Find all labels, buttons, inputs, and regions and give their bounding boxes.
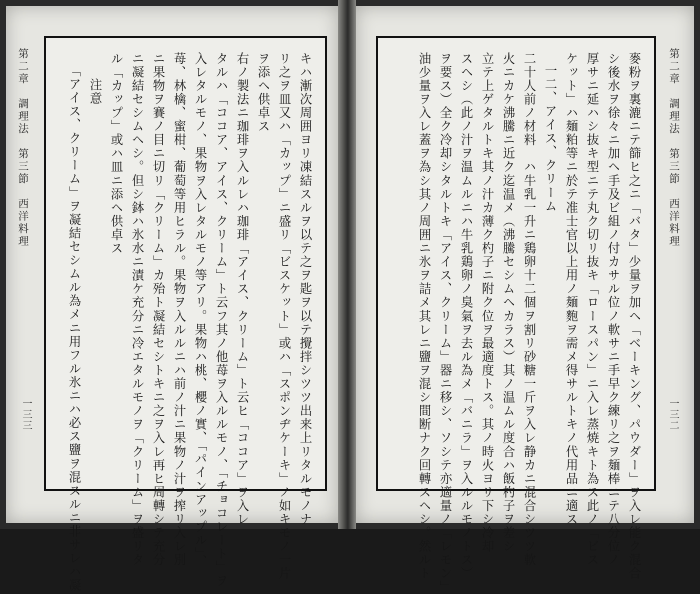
left-column: 右ノ製法ニ珈琲ヲ入ルレハ珈琲「アイス、クリーム」ト云ヒ「ココア」ヲ入レ	[235, 52, 249, 527]
left-column: キハ漸次周囲ヨリ凍結スルヲ以テ之ヲ匙ヲ以テ攪拌シツツ出来上リタルモノナ	[298, 52, 312, 527]
left-column: リ之ヲ皿又ハ「カップ」ニ盛リ「ビスケット」或ハ「スポンヂケーキ」ノ如キモノ一片	[277, 52, 291, 581]
left-column: ニ果物ヲ賽ノ目ニ切リ「クリーム」カ殆ト凝結セシトキニ之ヲ入レ再ヒ周轉シテ充分	[151, 52, 165, 567]
left-column: 「アイス、クリーム」ヲ凝結セシムル為メニ用フル氷ニハ必ス鹽ヲ混スルニ非サレハ凝	[67, 64, 81, 593]
right-column: 火ニカケ沸騰ニ近ク迄温メ（沸騰セシムヘカラス）其ノ温ムル度合ハ飯杓子ヲ差シ	[501, 52, 515, 554]
right-body-text	[388, 52, 644, 594]
left-column: ヲ添ヘ供卓ス	[256, 52, 270, 134]
left-running-head: 第二章 調理法 第三節 西洋料理	[17, 48, 29, 248]
right-column: 立テ上ゲタルトキ其ノ汁カ薄ク杓子ニ附ク位ヲ最適度トス。其ノ時火ヨリ下シ冷却	[480, 52, 494, 554]
left-column: 苺、林檎、蜜柑、葡萄等用ヒラル。果物ヲ入ルルニハ前ノ汁ニ果物ノ汁ヲ搾リ入レ別	[172, 52, 186, 567]
left-column: ニ凝結セシムヘシ。但シ鉢ハ氷水ニ漬ケ充分ニ冷エタルモノヲ「クリーム」ヲ盛リタ	[130, 52, 144, 567]
right-column: 厚サニ延ハシ抜キ型ニテ丸ク切リ抜キ「ロースパン」ニ入レ蒸焼キト為ス此ノ「ビス	[585, 52, 599, 567]
left-text-frame	[44, 36, 327, 593]
right-running-head: 第二章 調理法 第三節 西洋料理	[668, 48, 680, 248]
section-heading-ice-cream: 一二、アイス、クリーム	[543, 64, 557, 214]
left-page	[6, 6, 338, 593]
left-body-text	[56, 52, 315, 593]
left-column: ル「カップ」或ハ皿ニ添ヘ供卓ス	[109, 52, 123, 256]
right-column: スヘシ（此ノ汁ヲ温ムルニハ牛乳鶏卵ノ臭氣ヲ去ル為メ「バニラ」ヲ入ルルモノトス）	[459, 52, 473, 581]
left-column: タルハ「ココア、アイス、クリーム」ト云フ其ノ他苺ヲ入ルルモノ、「チョコレート」ヲ	[214, 52, 228, 588]
right-column: 麥粉ヲ裏漉ニテ篩ヒ之ニ「バタ」少量ヲ加ヘ「ベーキング、パウダー」ヲ入レ能ク混合	[627, 52, 641, 581]
left-column: 入レタルモノ、果物ヲ入レタルモノ等アリ。果物ハ桃、櫻ノ實、「パインアップル」、	[193, 52, 207, 569]
right-column: 二十人前ノ材料 ハ牛乳一升ニ鶏卵十二個ヲ割リ砂糖一斤ヲ入レ静カニ混合シツツ軟	[522, 52, 536, 567]
right-page	[356, 6, 694, 594]
left-page-number: 一三三	[20, 398, 31, 431]
right-page-number: 一三二	[667, 398, 678, 431]
right-column: ケット」ハ麺粕等ニ於テ准士官以上用ノ麺麭ヲ需メ得サルトキノ代用品ニ適ス	[564, 52, 578, 527]
right-column: ヲ要ス）全ク冷却シタルトキ「アイス、クリーム」器ニ移シ、ソシテ亦適量ノ「レモン」	[438, 52, 452, 594]
right-text-frame	[376, 36, 656, 594]
right-column: シ後水ヲ徐々ニ加ヘ手及ビ組ノ付カサル位ノ軟サニ手早ク練リ之ヲ麺棒ニテ八分位ノ	[606, 52, 620, 567]
note-heading: 注意	[88, 78, 102, 106]
right-column: 油少量ヲ入レ蓋ヲ為シ其ノ周囲ニ氷ヲ詰メ其レニ鹽ヲ混シ間断ナク回轉スヘシ。然ルト	[417, 52, 431, 581]
book-gutter	[338, 0, 356, 529]
